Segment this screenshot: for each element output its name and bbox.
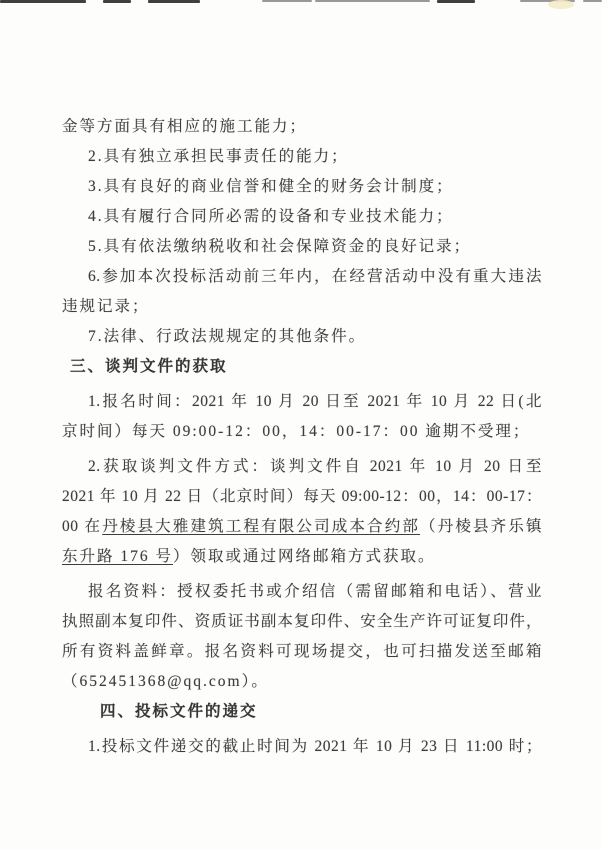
text-segment: 执照副本复印件、资质证书副本复印件、安全生产许可证复印件， — [62, 613, 542, 630]
line-capability-continuation — [62, 112, 542, 142]
text-segment: 2.具有独立承担民事责任的能力； — [88, 148, 349, 165]
line-obtain-method-part1 — [62, 452, 542, 482]
scan-edge-artifact — [315, 0, 430, 2]
scan-edge-artifact — [583, 0, 602, 2]
line-item-7 — [62, 322, 542, 352]
heading-section-3 — [62, 352, 542, 382]
text-segment: 违规记录； — [62, 298, 150, 315]
line-signup-time-part2 — [62, 417, 542, 447]
scan-edge-artifact — [148, 0, 200, 3]
underlined-text: 东升路 176 号 — [62, 548, 174, 565]
text-segment: 四、投标文件的递交 — [100, 703, 258, 720]
underlined-text: 丹棱县大雅建筑工程有限公司成本合约部 — [102, 518, 421, 535]
text-segment: 7.法律、行政法规规定的其他条件。 — [88, 328, 367, 345]
line-signup-materials-part3 — [62, 637, 542, 667]
text-segment: 1.报名时间：2021 年 10 月 20 日至 2021 年 10 月 22 日(北 — [88, 393, 542, 410]
line-item-5 — [62, 232, 542, 262]
text-segment: （652451368@qq.com）。 — [62, 673, 269, 690]
scan-edge-artifact — [0, 0, 86, 3]
paper-stain — [548, 0, 574, 9]
text-segment: 00 在 — [62, 518, 103, 535]
text-segment: 金等方面具有相应的施工能力； — [62, 118, 308, 135]
text-segment: 京时间）每天 09:00-12：00，14：00-17：00 逾期不受理； — [62, 423, 531, 440]
text-segment: 5.具有依法缴纳税收和社会保障资金的良好记录； — [88, 238, 472, 255]
text-segment: （丹棱县齐乐镇 — [420, 518, 542, 535]
text-segment: 2021 年 10 月 22 日（北京时间）每天 09:00-12：00，14：00-17： — [62, 488, 542, 505]
scan-edge-artifact — [103, 0, 131, 3]
line-obtain-method-part3 — [62, 512, 542, 542]
text-segment: 6.参加本次投标活动前三年内，在经营活动中没有重大违法 — [88, 268, 542, 285]
text-segment: 2.获取谈判文件方式：谈判文件自 2021 年 10 月 20 日至 — [88, 458, 542, 475]
document-body — [62, 112, 542, 762]
line-signup-time-part1 — [62, 387, 542, 417]
scan-edge-artifact — [262, 0, 312, 2]
line-item-2 — [62, 142, 542, 172]
line-obtain-method-part2 — [62, 482, 542, 512]
line-item-6-part1 — [62, 262, 542, 292]
line-item-6-part2 — [62, 292, 542, 322]
line-obtain-method-part4 — [62, 542, 542, 572]
line-signup-materials-email — [62, 667, 542, 697]
text-segment: ）领取或通过网络邮箱方式获取。 — [173, 548, 436, 565]
text-segment: 4.具有履行合同所必需的设备和专业技术能力； — [88, 208, 454, 225]
heading-section-4 — [62, 697, 542, 727]
text-segment: 1.投标文件递交的截止时间为 2021 年 10 月 23 日 11:00 时； — [88, 738, 542, 755]
scan-edge-artifact — [437, 0, 475, 3]
text-segment: 三、谈判文件的获取 — [70, 358, 228, 375]
line-signup-materials-part2 — [62, 607, 542, 637]
line-item-4 — [62, 202, 542, 232]
text-segment: 报名资料：授权委托书或介绍信（需留邮箱和电话）、营业 — [88, 583, 542, 600]
line-signup-materials-part1 — [62, 577, 542, 607]
text-segment: 所有资料盖鲜章。报名资料可现场提交，也可扫描发送至邮箱 — [62, 643, 542, 660]
text-segment: 3.具有良好的商业信誉和健全的财务会计制度； — [88, 178, 454, 195]
line-submission-deadline — [62, 732, 542, 762]
line-item-3 — [62, 172, 542, 202]
